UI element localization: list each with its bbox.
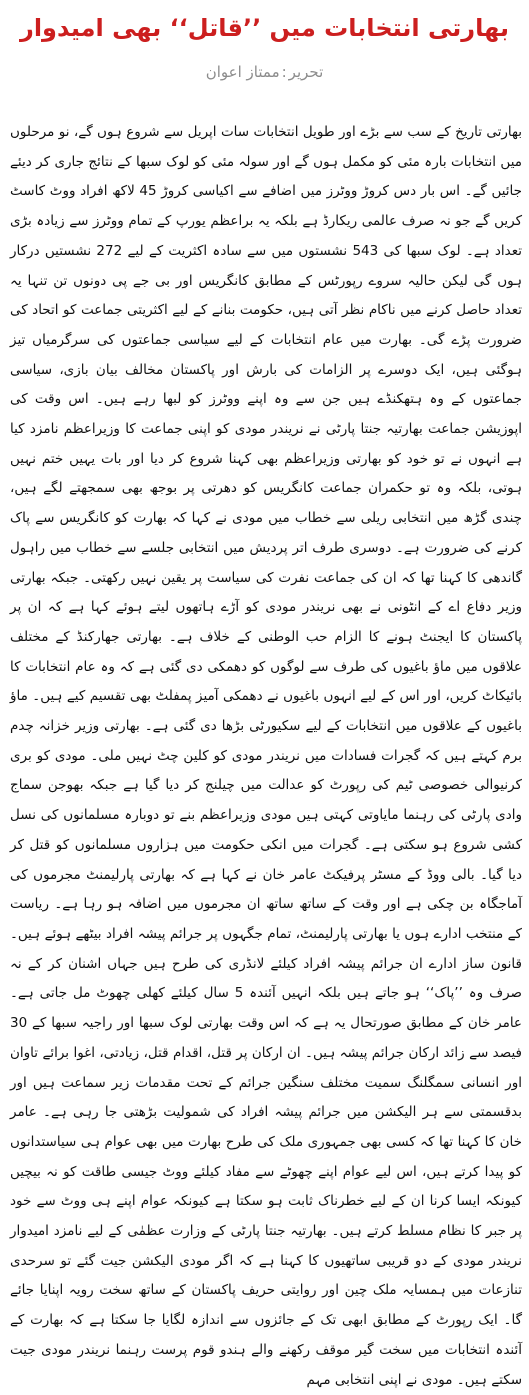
article-byline [0,58,529,86]
byline-label: تحریر [288,63,324,81]
article-body: بھارتی تاریخ کے سب سے بڑے اور طویل انتخابات سات اپریل سے شروع ہوں گے، نو مرحلوں میں انتخابات بارہ مئی کو مکمل ہوں گے اور سولہ مئی کو لوک سبھا کے نتائج جاری کر دیئے جائیں گے۔ اس بار دس کروڑ ووٹرز میں اضافے سے اکیاسی کروڑ 45 لاکھ افراد ووٹ کاسٹ کریں گے جو نہ صرف عالمی ریکارڈ ہے بلکہ یہ براعظم یورپ کے تمام ووٹرز سے زیادہ بڑی تعداد ہے۔ لوک سبھا کی 543 نشستوں میں سے سادہ اکثریت کے لیے 272 نشستیں درکار ہوں گی لیکن حالیہ سروے رپورٹس کے مطابق کانگریس اور بی جے پی دونوں تن تنہا یہ تعداد حاصل کرنے میں ناکام نظر آتی ہیں، حکومت بنانے کے لیے اکثریتی جماعت کو اتحاد کی ضرورت پڑے گی۔ بھارت میں عام انتخابات کے لیے سیاسی جماعتوں کی سرگرمیاں تیز ہوگئی ہیں، ایک دوسرے پر الزامات کی بارش اور پاکستان مخالف بیان بازی، سیاسی جماعتوں کے وہ ہتھکنڈے ہیں جن سے وہ اپنے ووٹرز کو لبھا رہے ہیں۔ اس وقت کی اپوزیشن جماعت بھارتیہ جنتا پارٹی نے نریندر مودی کو اپنی جماعت کا وزیراعظم نامزد کیا ہے انہوں نے تو خود کو بھارتی وزیراعظم بھی کہنا شروع کر دیا اور بات یہیں ختم نہیں ہوتی، بلکہ وہ تو حکمران جماعت کانگریس کو دھرتی پر بوجھ بھی سمجھتے لگے ہیں، چندی گڑھ میں انتخابی ریلی سے خطاب میں مودی نے کہا کہ بھارت کو کانگریس سے پاک کرنے کی ضرورت ہے۔ دوسری طرف اتر پردیش میں انتخابی جلسے سے خطاب میں راہول گاندھی کا کہنا تھا کہ ان کی جماعت نفرت کی سیاست پر یقین نہیں رکھتی۔ جبکہ بھارتی وزیر دفاع اے کے انٹونی نے بھی نریندر مودی کو آڑے ہاتھوں لیتے ہوئے کہا ہے کہ ان پر پاکستان کا ایجنٹ ہونے کا الزام حب الوطنی کے خلاف ہے۔ بھارتی جھارکنڈ کے مختلف علاقوں میں ماؤ باغیوں کی طرف سے لوگوں کو دھمکی دی گئی ہے کہ وہ عام انتخابات کا بائیکاٹ کریں، اور اس کے لیے انہوں باغیوں نے دھمکی آمیز پمفلٹ بھی تقسیم کیے ہیں۔ ماؤ باغیوں کے علاقوں میں انتخابات کے لیے سکیورٹی بڑھا دی گئی ہے۔ بھارتی وزیر خزانہ چدم برم کہتے ہیں کہ گجرات فسادات میں نریندر مودی کو کلین چٹ نہیں ملی۔ مودی کو بری کرنیوالی خصوصی ٹیم کی رپورٹ کو عدالت میں چیلنج کر دیا گیا ہے جبکہ بھوجن سماج وادی پارٹی کی رہنما مایاوتی کہتی ہیں مودی وزیراعظم بنے تو دوبارہ مسلمانوں کی نسل کشی شروع ہو سکتی ہے۔ گجرات میں انکی حکومت میں ہزاروں مسلمانوں کو قتل کر دیا گیا۔ بالی ووڈ کے مسٹر پرفیکٹ عامر خان نے کہا ہے کہ بھارتی پارلیمنٹ مجرموں کی آماجگاہ بن چکی ہے اور وقت کے ساتھ ساتھ ان مجرموں میں اضافہ ہو رہا ہے۔ ریاست کے منتخب ادارے ہوں یا بھارتی پارلیمنٹ، تمام جگہوں پر جرائم پیشہ افراد بیٹھے ہوئے ہیں۔ قانون ساز ادارے ان جرائم پیشہ افراد کیلئے لانڈری کی طرح ہیں جہاں اشنان کر کے نہ صرف وہ ’’پاک‘‘ ہو جاتے ہیں بلکہ انہیں آئندہ 5 سال کیلئے کھلی چھوٹ مل جاتی ہے۔ عامر خان کے مطابق صورتحال یہ ہے کہ اس وقت بھارتی لوک سبھا اور راجیہ سبھا کے 30 فیصد سے زائد ارکان جرائم پیشہ ہیں۔ ان ارکان پر قتل، اقدام قتل، زیادتی، اغوا برائے تاوان اور انسانی سمگلنگ سمیت مختلف سنگین جرائم کے تحت مقدمات زیر سماعت ہیں اور بدقسمتی سے ہر الیکشن میں جرائم پیشہ افراد کی شمولیت بڑھتی جا رہی ہے۔ عامر خان کا کہنا تھا کہ کسی بھی جمہوری ملک کی طرح بھارت میں بھی عوام ہی سیاستدانوں کو پیدا کرتے ہیں، اس لیے عوام اپنے چھوٹے سے مفاد کیلئے ووٹ جیسی طاقت کو نہ بیچیں کیونکہ ایسا کرنا ان کے لیے خطرناک ثابت ہو سکتا ہے کیونکہ عوام اپنے ہی ووٹ سے خود پر جبر کا نظام مسلط کرتے ہیں۔ بھارتیہ جنتا پارٹی کے وزارت عظمٰی کے لیے نامزد امیدوار نریندر مودی کے دو قریبی ساتھیوں کا کہنا ہے کہ اگر مودی الیکشن جیت گئے تو سرحدی تنازعات میں ہمسایہ ملک چین اور روایتی حریف پاکستان کے ساتھ سخت رویہ اپنایا جائے گا۔ ایک رپورٹ کے مطابق ابھی تک کے جائزوں سے اندازہ لگایا جا سکتا ہے کہ بھارت کے آئندہ انتخابات میں سخت گیر موقف رکھنے والے ہندو قوم پرست رہنما نریندر مودی جیت سکتے ہیں۔ مودی نے اپنی انتخابی مہم [10,124,523,1388]
article-headline: بھارتی انتخابات میں ’’قاتل‘‘ بھی امیدوار [20,14,509,42]
byline-separator: : [281,63,287,81]
author-name: ممتاز اعوان [205,63,280,81]
